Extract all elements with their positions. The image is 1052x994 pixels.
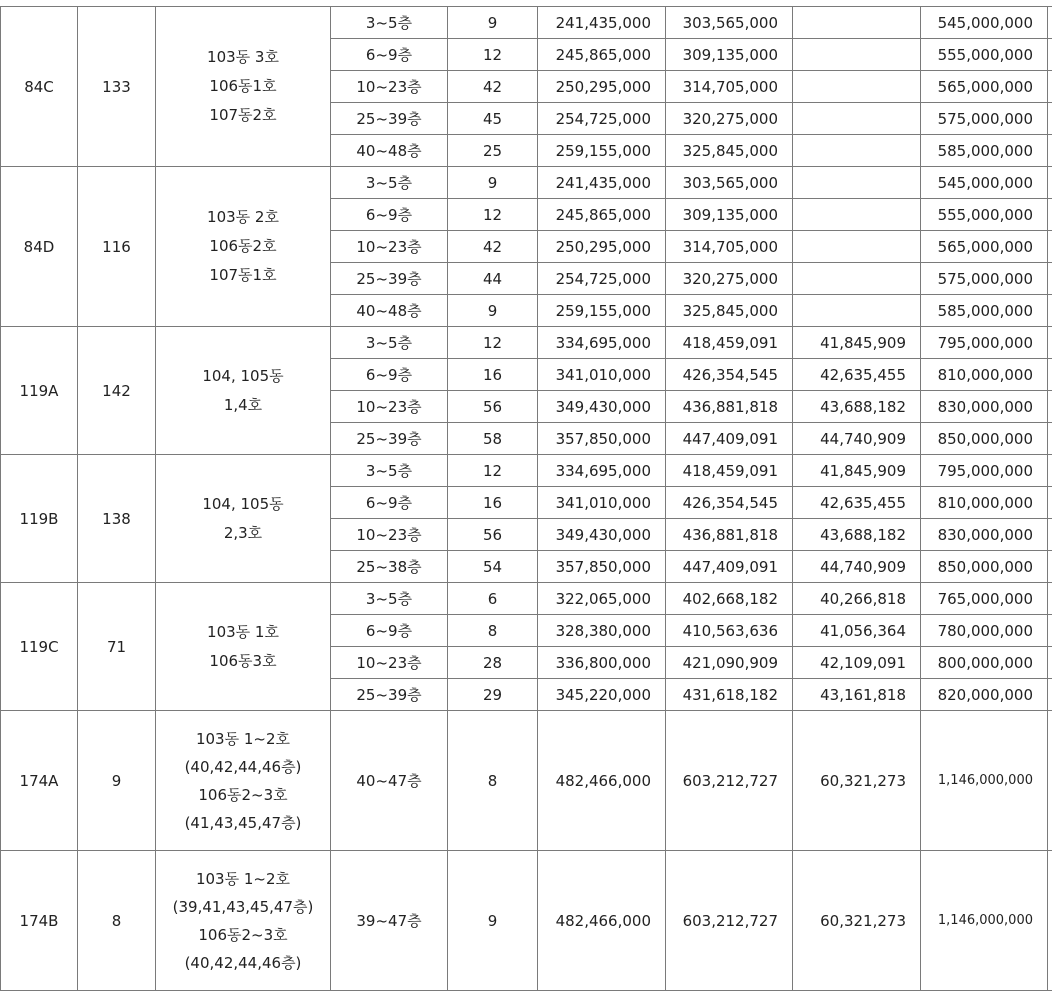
- units-cell: 42: [448, 231, 538, 263]
- floor-range-cell: 25~39층: [331, 679, 448, 711]
- building-line: 106동1호: [209, 77, 277, 95]
- building-price-cell: 402,668,182: [666, 583, 793, 615]
- land-price-cell: 322,065,000: [538, 583, 666, 615]
- units-cell: 25: [448, 135, 538, 167]
- floor-range-cell: 25~38층: [331, 551, 448, 583]
- cut-off-column-cell: [1048, 679, 1052, 711]
- table-row: [1, 711, 1052, 851]
- units-cell: 44: [448, 263, 538, 295]
- building-price-cell: 447,409,091: [666, 423, 793, 455]
- building-price-cell: 603,212,727: [666, 711, 793, 851]
- vat-cell: [793, 263, 921, 295]
- floor-range-cell: 25~39층: [331, 103, 448, 135]
- vat-cell: 43,161,818: [793, 679, 921, 711]
- total-price-cell: 1,146,000,000: [921, 851, 1048, 991]
- floor-range-cell: 40~48층: [331, 295, 448, 327]
- building-line: 107동2호: [209, 106, 277, 124]
- building-price-cell: 431,618,182: [666, 679, 793, 711]
- building-price-cell: 325,845,000: [666, 135, 793, 167]
- land-price-cell: 250,295,000: [538, 231, 666, 263]
- table-row: [1, 327, 1052, 359]
- buildings-cell: [156, 851, 331, 991]
- units-cell: 16: [448, 359, 538, 391]
- cut-off-column-cell: [1048, 327, 1052, 359]
- building-price-cell: 603,212,727: [666, 851, 793, 991]
- building-price-cell: 320,275,000: [666, 103, 793, 135]
- units-cell: 12: [448, 327, 538, 359]
- units-cell: 56: [448, 519, 538, 551]
- floor-range-cell: 40~47층: [331, 711, 448, 851]
- vat-cell: [793, 71, 921, 103]
- floor-range-cell: 10~23층: [331, 391, 448, 423]
- total-price-cell: 795,000,000: [921, 455, 1048, 487]
- building-line: 107동1호: [209, 266, 277, 284]
- total-price-cell: 545,000,000: [921, 7, 1048, 39]
- total-price-cell: 555,000,000: [921, 199, 1048, 231]
- building-price-cell: 410,563,636: [666, 615, 793, 647]
- floor-range-cell: 39~47층: [331, 851, 448, 991]
- unit-type-cell: 174B: [1, 851, 78, 991]
- units-cell: 8: [448, 615, 538, 647]
- vat-cell: [793, 167, 921, 199]
- land-price-cell: 250,295,000: [538, 71, 666, 103]
- building-price-cell: 426,354,545: [666, 487, 793, 519]
- floor-range-cell: 25~39층: [331, 263, 448, 295]
- units-cell: 54: [448, 551, 538, 583]
- unit-count-cell: 71: [78, 583, 156, 711]
- building-price-cell: 447,409,091: [666, 551, 793, 583]
- land-price-cell: 482,466,000: [538, 851, 666, 991]
- units-cell: 12: [448, 199, 538, 231]
- building-line: 1,4호: [223, 395, 263, 414]
- vat-cell: 42,109,091: [793, 647, 921, 679]
- unit-type-cell: 119C: [1, 583, 78, 711]
- unit-type-cell: 174A: [1, 711, 78, 851]
- floor-range-cell: 10~23층: [331, 519, 448, 551]
- building-price-cell: 320,275,000: [666, 263, 793, 295]
- building-line: 103동 1~2호: [195, 729, 291, 748]
- building-price-cell: 436,881,818: [666, 519, 793, 551]
- cut-off-column-cell: [1048, 647, 1052, 679]
- vat-cell: [793, 135, 921, 167]
- table-row: [1, 167, 1052, 199]
- building-price-cell: 303,565,000: [666, 167, 793, 199]
- units-cell: 28: [448, 647, 538, 679]
- building-line: (40,42,44,46층): [184, 953, 302, 972]
- units-cell: 9: [448, 295, 538, 327]
- cut-off-column-cell: [1048, 103, 1052, 135]
- unit-count-cell: 138: [78, 455, 156, 583]
- cut-off-column-cell: [1048, 39, 1052, 71]
- building-price-cell: 309,135,000: [666, 199, 793, 231]
- buildings-cell: [156, 711, 331, 851]
- cut-off-column-cell: [1048, 711, 1052, 851]
- total-price-cell: 810,000,000: [921, 359, 1048, 391]
- building-price-cell: 418,459,091: [666, 327, 793, 359]
- total-price-cell: 795,000,000: [921, 327, 1048, 359]
- unit-type-cell: 119B: [1, 455, 78, 583]
- units-cell: 9: [448, 851, 538, 991]
- cut-off-column-cell: [1048, 615, 1052, 647]
- vat-cell: 41,056,364: [793, 615, 921, 647]
- table-row: [1, 455, 1052, 487]
- total-price-cell: 555,000,000: [921, 39, 1048, 71]
- floor-range-cell: 6~9층: [331, 39, 448, 71]
- cut-off-column-cell: [1048, 359, 1052, 391]
- floor-range-cell: 3~5층: [331, 583, 448, 615]
- total-price-cell: 830,000,000: [921, 391, 1048, 423]
- vat-cell: 42,635,455: [793, 359, 921, 391]
- vat-cell: [793, 295, 921, 327]
- building-line: (39,41,43,45,47층): [172, 897, 314, 916]
- cut-off-column-cell: [1048, 71, 1052, 103]
- building-line: (40,42,44,46층): [184, 757, 302, 776]
- total-price-cell: 850,000,000: [921, 423, 1048, 455]
- unit-count-cell: 116: [78, 167, 156, 327]
- units-cell: 9: [448, 7, 538, 39]
- buildings-cell: [156, 167, 331, 327]
- vat-cell: 41,845,909: [793, 455, 921, 487]
- land-price-cell: 254,725,000: [538, 103, 666, 135]
- building-price-cell: 421,090,909: [666, 647, 793, 679]
- cut-off-column-cell: [1048, 423, 1052, 455]
- units-cell: 12: [448, 39, 538, 71]
- cut-off-column-cell: [1048, 7, 1052, 39]
- floor-range-cell: 3~5층: [331, 7, 448, 39]
- buildings-cell: [156, 7, 331, 167]
- building-line: 106동3호: [209, 651, 277, 670]
- total-price-cell: 575,000,000: [921, 263, 1048, 295]
- vat-cell: 41,845,909: [793, 327, 921, 359]
- unit-count-cell: 133: [78, 7, 156, 167]
- land-price-cell: 345,220,000: [538, 679, 666, 711]
- unit-type-cell: 119A: [1, 327, 78, 455]
- floor-range-cell: 6~9층: [331, 199, 448, 231]
- building-line: 104, 105동: [202, 494, 284, 513]
- floor-range-cell: 10~23층: [331, 647, 448, 679]
- land-price-cell: 349,430,000: [538, 519, 666, 551]
- building-line: 106동2호: [209, 237, 277, 255]
- vat-cell: 60,321,273: [793, 711, 921, 851]
- cut-off-column-cell: [1048, 391, 1052, 423]
- floor-range-cell: 6~9층: [331, 359, 448, 391]
- building-line: 103동 1~2호: [195, 869, 291, 888]
- floor-range-cell: 6~9층: [331, 487, 448, 519]
- cut-off-column-cell: [1048, 295, 1052, 327]
- vat-cell: 40,266,818: [793, 583, 921, 615]
- table-body: [1, 7, 1052, 991]
- land-price-cell: 334,695,000: [538, 327, 666, 359]
- price-table: [0, 6, 1052, 991]
- units-cell: 29: [448, 679, 538, 711]
- land-price-cell: 328,380,000: [538, 615, 666, 647]
- land-price-cell: 336,800,000: [538, 647, 666, 679]
- units-cell: 16: [448, 487, 538, 519]
- cut-off-column-cell: [1048, 851, 1052, 991]
- total-price-cell: 830,000,000: [921, 519, 1048, 551]
- table-row: [1, 7, 1052, 39]
- building-line: 103동 3호: [207, 48, 279, 66]
- cut-off-column-cell: [1048, 455, 1052, 487]
- land-price-cell: 245,865,000: [538, 39, 666, 71]
- total-price-cell: 575,000,000: [921, 103, 1048, 135]
- floor-range-cell: 6~9층: [331, 615, 448, 647]
- vat-cell: [793, 199, 921, 231]
- table-row: [1, 851, 1052, 991]
- building-line: 103동 1호: [207, 622, 279, 641]
- units-cell: 9: [448, 167, 538, 199]
- total-price-cell: 810,000,000: [921, 487, 1048, 519]
- land-price-cell: 357,850,000: [538, 423, 666, 455]
- total-price-cell: 765,000,000: [921, 583, 1048, 615]
- unit-type-cell: 84D: [1, 167, 78, 327]
- vat-cell: 60,321,273: [793, 851, 921, 991]
- buildings-cell: [156, 583, 331, 711]
- cut-off-column-cell: [1048, 263, 1052, 295]
- total-price-cell: 820,000,000: [921, 679, 1048, 711]
- floor-range-cell: 3~5층: [331, 327, 448, 359]
- vat-cell: [793, 39, 921, 71]
- land-price-cell: 357,850,000: [538, 551, 666, 583]
- total-price-cell: 1,146,000,000: [921, 711, 1048, 851]
- total-price-cell: 780,000,000: [921, 615, 1048, 647]
- cut-off-column-cell: [1048, 167, 1052, 199]
- floor-range-cell: 40~48층: [331, 135, 448, 167]
- building-price-cell: 309,135,000: [666, 39, 793, 71]
- units-cell: 8: [448, 711, 538, 851]
- cut-off-column-cell: [1048, 551, 1052, 583]
- cut-off-column-cell: [1048, 199, 1052, 231]
- units-cell: 6: [448, 583, 538, 615]
- building-line: 106동2~3호: [198, 785, 288, 804]
- total-price-cell: 800,000,000: [921, 647, 1048, 679]
- units-cell: 58: [448, 423, 538, 455]
- land-price-cell: 241,435,000: [538, 167, 666, 199]
- units-cell: 56: [448, 391, 538, 423]
- units-cell: 12: [448, 455, 538, 487]
- land-price-cell: 341,010,000: [538, 487, 666, 519]
- unit-count-cell: 142: [78, 327, 156, 455]
- land-price-cell: 482,466,000: [538, 711, 666, 851]
- building-price-cell: 426,354,545: [666, 359, 793, 391]
- building-price-cell: 303,565,000: [666, 7, 793, 39]
- cut-off-column-cell: [1048, 583, 1052, 615]
- land-price-cell: 341,010,000: [538, 359, 666, 391]
- total-price-cell: 585,000,000: [921, 135, 1048, 167]
- total-price-cell: 585,000,000: [921, 295, 1048, 327]
- table-row: [1, 583, 1052, 615]
- building-price-cell: 325,845,000: [666, 295, 793, 327]
- land-price-cell: 254,725,000: [538, 263, 666, 295]
- land-price-cell: 349,430,000: [538, 391, 666, 423]
- building-line: 103동 2호: [207, 208, 279, 226]
- unit-count-cell: 9: [78, 711, 156, 851]
- cut-off-column-cell: [1048, 519, 1052, 551]
- building-price-cell: 436,881,818: [666, 391, 793, 423]
- vat-cell: [793, 231, 921, 263]
- building-line: 2,3호: [223, 523, 263, 542]
- floor-range-cell: 3~5층: [331, 455, 448, 487]
- cut-off-column-cell: [1048, 231, 1052, 263]
- floor-range-cell: 3~5층: [331, 167, 448, 199]
- land-price-cell: 259,155,000: [538, 295, 666, 327]
- building-line: 106동2~3호: [198, 925, 288, 944]
- total-price-cell: 565,000,000: [921, 231, 1048, 263]
- vat-cell: [793, 103, 921, 135]
- building-price-cell: 314,705,000: [666, 71, 793, 103]
- buildings-cell: [156, 327, 331, 455]
- land-price-cell: 241,435,000: [538, 7, 666, 39]
- vat-cell: 44,740,909: [793, 423, 921, 455]
- total-price-cell: 850,000,000: [921, 551, 1048, 583]
- building-line: (41,43,45,47층): [184, 813, 302, 832]
- cut-off-column-cell: [1048, 487, 1052, 519]
- unit-count-cell: 8: [78, 851, 156, 991]
- cut-off-column-cell: [1048, 135, 1052, 167]
- floor-range-cell: 25~39층: [331, 423, 448, 455]
- vat-cell: 44,740,909: [793, 551, 921, 583]
- unit-type-cell: 84C: [1, 7, 78, 167]
- buildings-cell: [156, 455, 331, 583]
- total-price-cell: 565,000,000: [921, 71, 1048, 103]
- land-price-cell: 334,695,000: [538, 455, 666, 487]
- vat-cell: [793, 7, 921, 39]
- vat-cell: 43,688,182: [793, 391, 921, 423]
- land-price-cell: 245,865,000: [538, 199, 666, 231]
- vat-cell: 42,635,455: [793, 487, 921, 519]
- floor-range-cell: 10~23층: [331, 71, 448, 103]
- total-price-cell: 545,000,000: [921, 167, 1048, 199]
- units-cell: 45: [448, 103, 538, 135]
- floor-range-cell: 10~23층: [331, 231, 448, 263]
- vat-cell: 43,688,182: [793, 519, 921, 551]
- building-line: 104, 105동: [202, 366, 284, 385]
- land-price-cell: 259,155,000: [538, 135, 666, 167]
- building-price-cell: 418,459,091: [666, 455, 793, 487]
- building-price-cell: 314,705,000: [666, 231, 793, 263]
- units-cell: 42: [448, 71, 538, 103]
